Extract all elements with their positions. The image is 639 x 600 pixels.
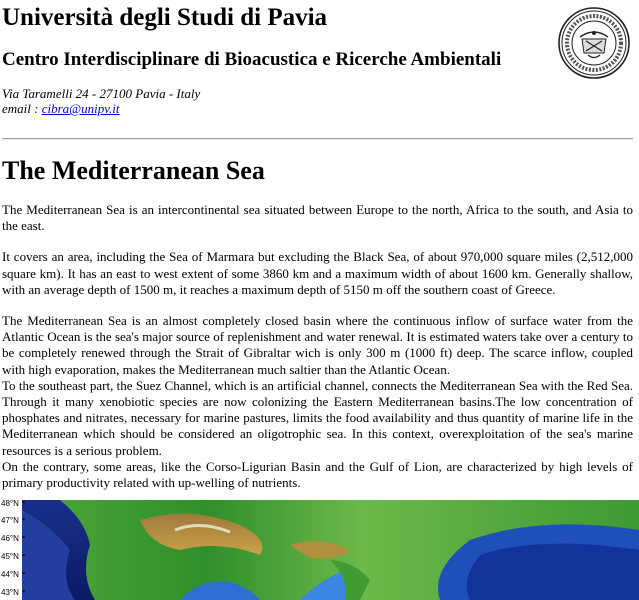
mediterranean-relief-map [0, 500, 639, 600]
address-line: Via Taramelli 24 - 27100 Pavia - Italy [2, 86, 201, 101]
lat-label: 48°N [1, 500, 19, 508]
lat-label: 46°N [1, 534, 19, 543]
header-divider [2, 138, 633, 140]
paragraph-suez: To the southeast part, the Suez Channel, which is an artificial channel, connects the Mediterranean Sea with the Red Sea. Through it many xenobiotic species are now colonizing the Eastern Mediterranean basins.The low concentration of phosphates and nitrates, necessary for marine pastures, limits the food availability and thus quantity of marine life in the Mediterranean which should be considered an oligotrophic sea. In this context, overexploitation of the sea's marine resources is a serious problem. [2, 377, 633, 458]
email-label: email : [2, 101, 42, 116]
university-seal-logo [558, 7, 630, 79]
lat-label: 44°N [1, 570, 19, 579]
lat-label: 43°N [1, 588, 19, 597]
latitude-scale [0, 500, 25, 600]
university-title: Università degli Studi di Pavia [2, 4, 328, 31]
email-line [2, 101, 200, 116]
lat-label: 47°N [1, 516, 19, 525]
page-title: The Mediterranean Sea [2, 156, 265, 185]
article-body [2, 202, 633, 491]
contact-block [2, 86, 200, 116]
paragraph-upwelling: On the contrary, some areas, like the Corso-Ligurian Basin and the Gulf of Lion, are characterized by high levels of primary productivity related with up-welling of nutrients. [2, 458, 633, 491]
paragraph-area: It covers an area, including the Sea of Marmara but excluding the Black Sea, of about 970,000 square miles (2,512,000 square km). It has an east to west extent of some 3860 km and a maximum width of about 1600 km. Generally shallow, with an average depth of 1500 m, it reaches a maximum depth of 5150 m off the southern coast of Greece. [2, 249, 633, 297]
paragraph-basin: The Mediterranean Sea is an almost completely closed basin where the continuous inflow of surface water from the Atlantic Ocean is the sea's major source of replenishment and water renewal. It is estimated waters take over a century to be completely renewed through the Strait of Gibraltar wich is only 300 m (1000 ft) deep. The scarce inflow, coupled with high evaporation, makes the Mediterranean much saltier than the Atlantic Ocean. [2, 313, 633, 377]
center-title: Centro Interdisciplinare di Bioacustica e Ricerche Ambientali [2, 49, 502, 70]
lat-label: 45°N [1, 552, 19, 561]
page-header [0, 0, 639, 140]
paragraph-intro: The Mediterranean Sea is an intercontinental sea situated between Europe to the north, Africa to the south, and Asia to the east. [2, 202, 633, 234]
email-link[interactable]: cibra@unipv.it [41, 101, 120, 116]
